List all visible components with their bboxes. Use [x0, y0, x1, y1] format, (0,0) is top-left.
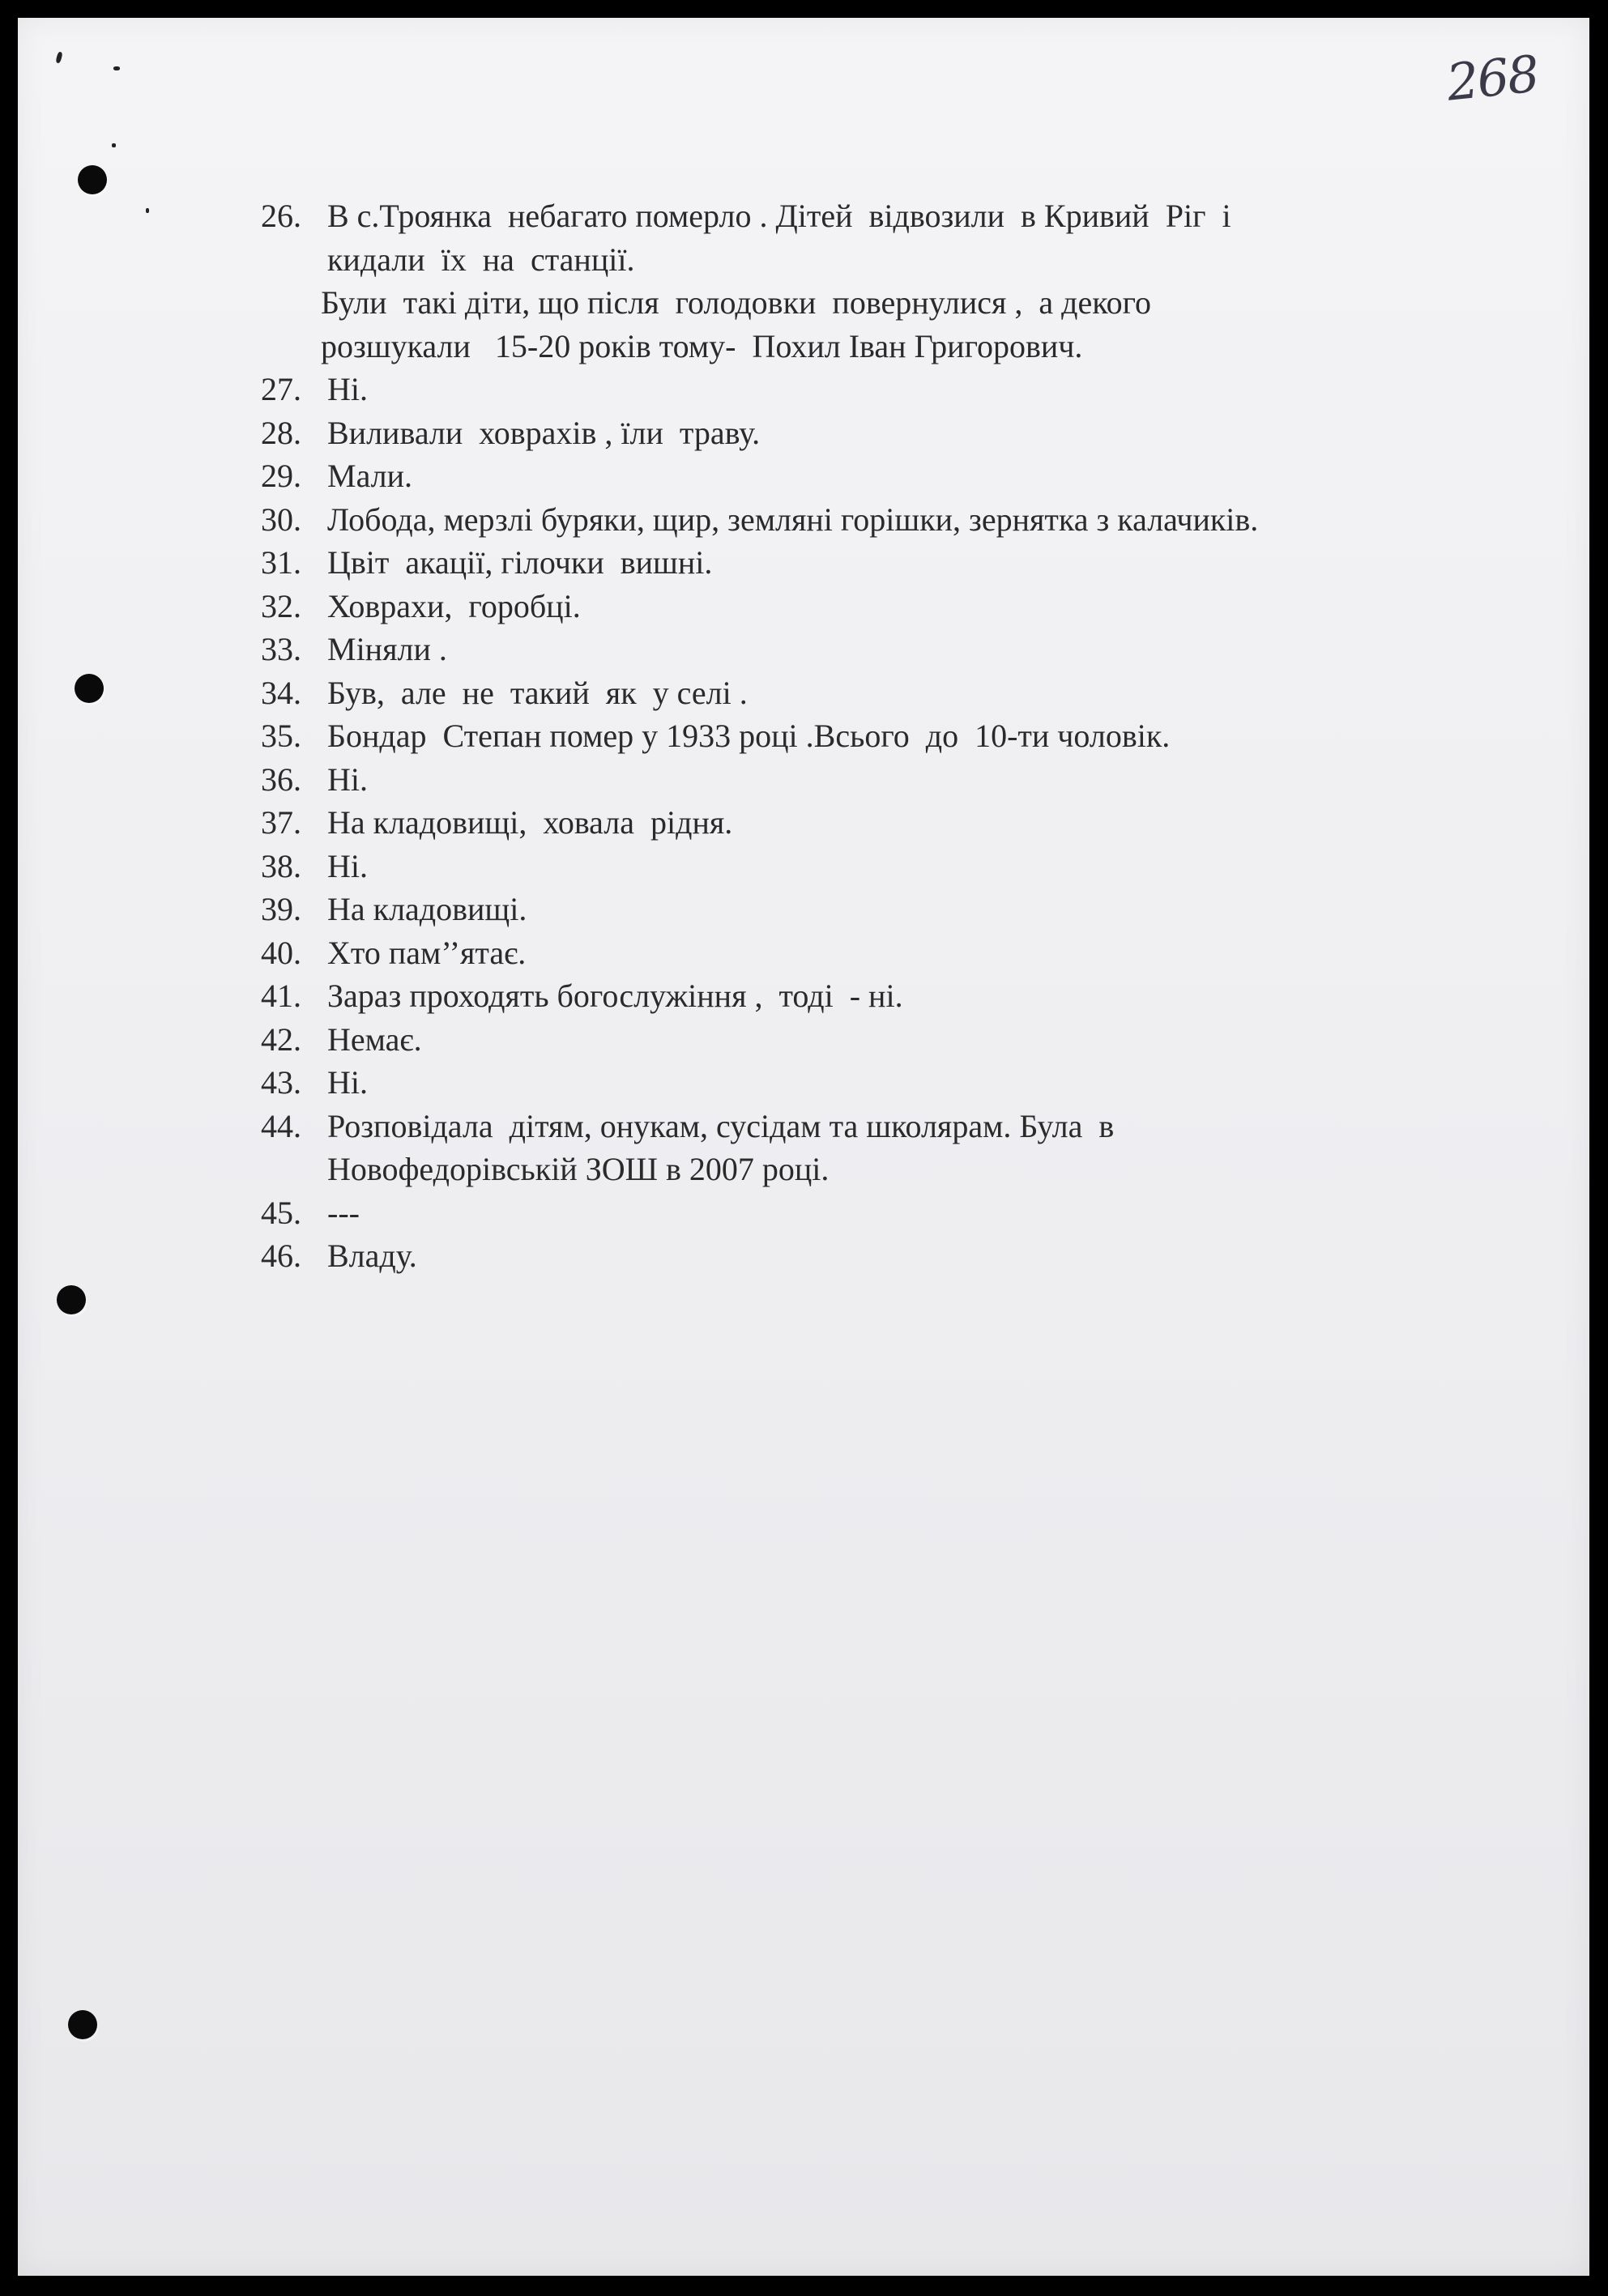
list-item [261, 1191, 1492, 1235]
answers-list [261, 194, 1492, 1278]
item-text [327, 498, 1492, 542]
item-text-line: Ні. [327, 1064, 368, 1101]
item-text [327, 1018, 1492, 1062]
item-number: 31. [261, 544, 301, 581]
item-text [327, 714, 1492, 758]
list-item [261, 931, 1492, 975]
item-number: 32. [261, 587, 301, 624]
item-number: 30. [261, 501, 301, 538]
punch-hole-icon [78, 165, 107, 194]
item-number: 43. [261, 1064, 301, 1101]
item-text-line: --- [327, 1194, 360, 1231]
item-number: 46. [261, 1237, 301, 1274]
list-item [261, 454, 1492, 498]
item-number: 33. [261, 631, 301, 667]
item-text [327, 1105, 1492, 1191]
continuation-line: Були такі діти, що після голодовки повернулися , а декого [321, 284, 1152, 321]
item-text [327, 1191, 1492, 1235]
item-text-line: Лобода, мерзлі буряки, щир, земляні горішки, зернятка з калачиків. [327, 501, 1259, 538]
list-item [261, 368, 1492, 411]
item-text [327, 1061, 1492, 1105]
item-text-line: В с.Троянка небагато померло . Дітей відвозили в Кривий Ріг і [327, 198, 1231, 234]
item-text [327, 974, 1492, 1018]
item-text-line: кидали їх на станції. [327, 241, 635, 278]
item-text-line: На кладовищі, ховала рідня. [327, 804, 733, 841]
item-text-line: Ні. [327, 847, 368, 884]
list-item [261, 1105, 1492, 1191]
item-number: 37. [261, 804, 301, 841]
list-item [261, 1234, 1492, 1278]
item-text-line: Був, але не такий як у селі . [327, 674, 748, 711]
scan-speck [55, 51, 62, 63]
list-item [261, 541, 1492, 585]
item-number: 41. [261, 978, 301, 1014]
item-text [327, 758, 1492, 802]
list-item [261, 974, 1492, 1018]
punch-hole-icon [75, 674, 104, 703]
item-text [327, 541, 1492, 585]
item-text-line: Ні. [327, 371, 368, 407]
item-text-line: Владу. [327, 1237, 417, 1274]
item-text [327, 194, 1492, 281]
document-page [18, 18, 1589, 2276]
item-text-line: Зараз проходять богослужіння , тоді - ні. [327, 978, 903, 1014]
item-number: 42. [261, 1020, 301, 1058]
item-number: 29. [261, 458, 301, 494]
item-text [327, 845, 1492, 888]
item-text [327, 671, 1492, 715]
item-text-line: Розповідала дітям, онукам, сусідам та школярам. Була в [327, 1107, 1115, 1144]
punch-hole-icon [57, 1285, 86, 1314]
item-number: 45. [261, 1194, 301, 1231]
list-item [261, 628, 1492, 671]
continuation-line: розшукали 15-20 років тому- Похил Іван Григорович. [321, 327, 1083, 364]
item-text-line: Ховрахи, горобці. [327, 587, 581, 624]
item-text-line: Хто пам’’ятає. [327, 934, 527, 971]
item-text-line: Немає. [327, 1020, 422, 1058]
handwritten-page-number: 268 [1444, 44, 1541, 113]
item-text [327, 454, 1492, 498]
item-number: 34. [261, 674, 301, 711]
item-text-line: Ні. [327, 760, 368, 798]
list-item [261, 498, 1492, 542]
item-number: 40. [261, 934, 301, 971]
punch-hole-icon [68, 2010, 97, 2039]
item-text-line: Міняли . [327, 631, 447, 667]
item-number: 28. [261, 414, 301, 451]
list-item [261, 714, 1492, 758]
list-item [261, 411, 1492, 455]
list-item [261, 758, 1492, 802]
scan-speck [113, 66, 120, 70]
item-number: 35. [261, 718, 301, 754]
item-text-line: На кладовищі. [327, 891, 527, 927]
item-number: 44. [261, 1107, 301, 1144]
item-text [327, 931, 1492, 975]
item-number: 39. [261, 891, 301, 927]
scan-speck [146, 208, 149, 213]
list-item [261, 585, 1492, 628]
scan-speck [112, 143, 116, 147]
list-item [261, 888, 1492, 931]
item-text [327, 411, 1492, 455]
item-text [327, 368, 1492, 411]
item-number: 27. [261, 371, 301, 407]
item-number: 26. [261, 198, 301, 234]
list-item [261, 845, 1492, 888]
item-text-line: Мали. [327, 458, 413, 494]
item-text [327, 1234, 1492, 1278]
item-text [327, 801, 1492, 845]
item-text [327, 585, 1492, 628]
item-text-line: Виливали ховрахів , їли траву. [327, 414, 761, 451]
item-text-line: Новофедорівській ЗОШ в 2007 році. [327, 1151, 830, 1187]
item-text [327, 628, 1492, 671]
list-item [261, 1061, 1492, 1105]
item-number: 38. [261, 847, 301, 884]
list-item [261, 194, 1492, 281]
list-item [261, 671, 1492, 715]
list-item [261, 801, 1492, 845]
item-text-line: Бондар Степан помер у 1933 році .Всього до 10-ти чоловік. [327, 718, 1171, 754]
item-text-line: Цвіт акації, гілочки вишні. [327, 544, 713, 581]
item-text [327, 888, 1492, 931]
list-item [261, 1018, 1492, 1062]
item-number: 36. [261, 760, 301, 798]
